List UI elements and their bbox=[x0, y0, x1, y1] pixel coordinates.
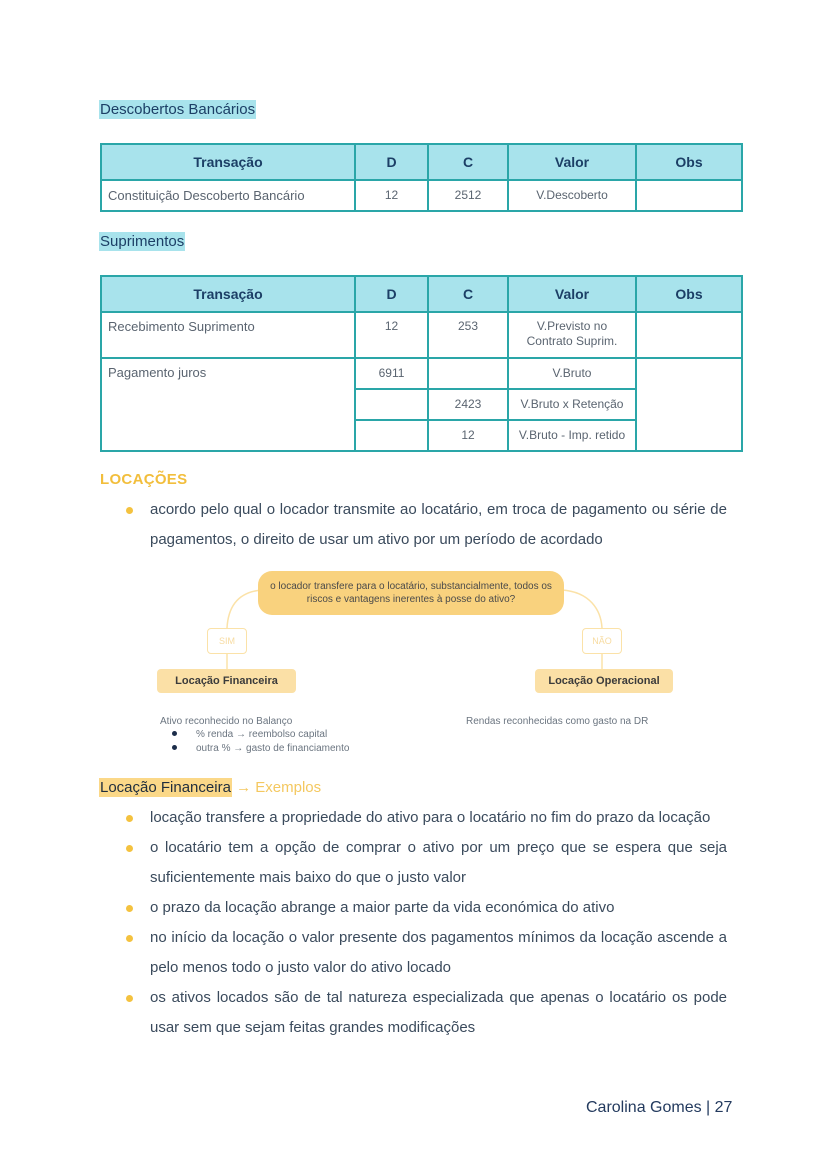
page-footer: Carolina Gomes | 27 bbox=[586, 1099, 733, 1116]
connector-no-top bbox=[562, 590, 602, 628]
section-title-exemplos: Locação Financeira → Exemplos bbox=[100, 779, 322, 796]
exemplos-bullet-list bbox=[124, 803, 727, 1043]
bullet-dot-icon bbox=[126, 995, 133, 1002]
diagram-no-label: NÃO bbox=[582, 628, 622, 654]
cell-valor: V.Descoberto bbox=[508, 180, 636, 211]
cell-valor: V.Bruto bbox=[508, 358, 636, 389]
header-valor: Valor bbox=[508, 144, 636, 180]
diagram-yes-subpoint: % renda → reembolso capital bbox=[172, 728, 327, 742]
section-title-locacoes: LOCAÇÕES bbox=[100, 471, 188, 488]
cell-valor: V.Bruto - Imp. retido bbox=[508, 420, 636, 451]
diagram-yes-description: Ativo reconhecido no Balanço bbox=[160, 716, 293, 727]
cell-transacao: Pagamento juros bbox=[101, 358, 355, 451]
cell-c: 253 bbox=[428, 312, 508, 358]
cell-c: 2512 bbox=[428, 180, 508, 211]
cell-transacao: Recebimento Suprimento bbox=[101, 312, 355, 358]
cell-c: 2423 bbox=[428, 389, 508, 420]
diagram-result-operacional: Locação Operacional bbox=[535, 669, 673, 693]
list-item: os ativos locados são de tal natureza especializada que apenas o locatário os pode usar sem que sejam feitas grandes modificações bbox=[124, 983, 727, 1043]
header-obs: Obs bbox=[636, 144, 742, 180]
header-transacao: Transação bbox=[101, 144, 355, 180]
diagram-yes-subpoint: outra % → gasto de financiamento bbox=[172, 742, 349, 756]
cell-d: 12 bbox=[355, 180, 428, 211]
cell-valor: V.Bruto x Retenção bbox=[508, 389, 636, 420]
cell-valor: V.Previsto no Contrato Suprim. bbox=[508, 312, 636, 358]
list-item: locação transfere a propriedade do ativo para o locatário no fim do prazo da locação bbox=[124, 803, 727, 833]
header-d: D bbox=[355, 144, 428, 180]
header-valor: Valor bbox=[508, 276, 636, 312]
header-obs: Obs bbox=[636, 276, 742, 312]
cell-d: 12 bbox=[355, 312, 428, 358]
diagram-yes-label: SIM bbox=[207, 628, 247, 654]
bullet-dot-icon bbox=[172, 731, 177, 736]
diagram-question-node: o locador transfere para o locatário, substancialmente, todos os riscos e vantagens inerentes à posse do ativo? bbox=[258, 571, 564, 615]
cell-c: 12 bbox=[428, 420, 508, 451]
header-c: C bbox=[428, 276, 508, 312]
header-transacao: Transação bbox=[101, 276, 355, 312]
section-title-suprimentos: Suprimentos bbox=[100, 233, 185, 250]
header-c: C bbox=[428, 144, 508, 180]
list-item: acordo pelo qual o locador transmite ao locatário, em troca de pagamento ou série de pagamentos, o direito de usar um ativo por um período de acordado bbox=[124, 495, 727, 555]
bullet-dot-icon bbox=[126, 815, 133, 822]
diagram-no-description: Rendas reconhecidas como gasto na DR bbox=[466, 716, 649, 727]
list-item: no início da locação o valor presente dos pagamentos mínimos da locação ascende a pelo menos todo o justo valor do ativo locado bbox=[124, 923, 727, 983]
list-item: o locatário tem a opção de comprar o ativo por um preço que se espera que seja suficientemente mais baixo do que o justo valor bbox=[124, 833, 727, 893]
section-title-descobertos: Descobertos Bancários bbox=[100, 101, 256, 118]
list-item: o prazo da locação abrange a maior parte da vida económica do ativo bbox=[124, 893, 727, 923]
bullet-dot-icon bbox=[172, 745, 177, 750]
bullet-dot-icon bbox=[126, 905, 133, 912]
connector-yes-top bbox=[227, 590, 262, 628]
cell-d: 6911 bbox=[355, 358, 428, 389]
diagram-result-financeira: Locação Financeira bbox=[157, 669, 296, 693]
bullet-dot-icon bbox=[126, 935, 133, 942]
header-d: D bbox=[355, 276, 428, 312]
bullet-dot-icon bbox=[126, 845, 133, 852]
cell-transacao: Constituição Descoberto Bancário bbox=[101, 180, 355, 211]
